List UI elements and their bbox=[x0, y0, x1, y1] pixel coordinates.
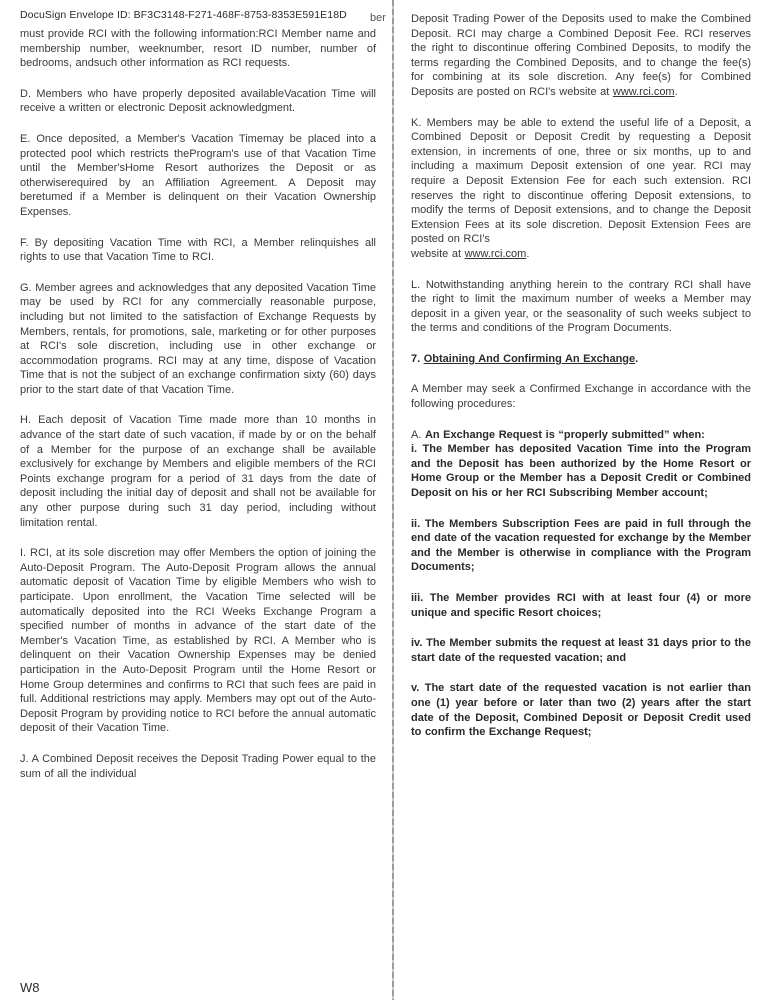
rci-website-link-2[interactable]: www.rci.com bbox=[464, 247, 527, 260]
paragraph-e: E. Once deposited, a Member's Vacation Timemay be placed into a protected pool which restricts theProgram's use of that Vacation Time until the Member'sHome Resort authorizes the Deposit or as otherwiserequired by an Affiliation Agreement. A Deposit may beretumed if a Member is delinquent on their Vacation Ownership Expenses. bbox=[20, 132, 376, 218]
paragraph-combined-deposit bbox=[411, 12, 751, 100]
section-heading bbox=[411, 352, 751, 367]
paragraph-g: G. Member agrees and acknowledges that any deposited Vacation Time may be used by RCI for any commercially reasonable purpose, including but not limited to the satisfaction of Exchange Requests by Members, rentals, for promotions, sale, marketing or for other purposes at RCI's sole discretion, including use in other exchange or accommodation programs. RCI may at any time, dispose of Vacation Time that is not the subject of an exchange confirmation sixty (60) days prior to the start date of that Vacation Time. bbox=[20, 281, 376, 396]
paragraph-d: D. Members who have properly deposited availableVacation Time will receive a written or electronic Deposit acknowledgment. bbox=[20, 87, 376, 115]
paragraph-i: I. RCI, at its sole discretion may offer Members the option of joining the Auto-Deposit Program. The Auto-Deposit Program allows the annual automatic deposit of Vacation Time by eligible Members who wish to participate. Upon enrollment, the Vacation Time selected will be automatically deposited into the RCI Weeks Exchange Program a specified number of months in advance of the start date of the Member's Vacation Time, as established by RCI. A Member who is delinquent on their Vacation Ownership Expenses may be denied participation in the Auto-Deposit Program until the Home Resort or Home Group determines and confirms to RCI that such fees are paid in full. Additional restrictions may apply. Members may opt out of the Auto-Deposit Program by providing notice to RCI before the annual automatic deposit of their Vacation Time. bbox=[20, 547, 376, 735]
rci-website-link[interactable]: www.rci.com bbox=[612, 85, 675, 98]
item-a bbox=[411, 428, 751, 443]
item-a-ii: ii. The Members Subscription Fees are paid in full through the end date of the vacation requested for exchange by the Member and the Member is otherwise in compliance with the Program Documents; bbox=[411, 517, 751, 574]
combined-deposit-text: Deposit Trading Power of the Deposits used to make the Combined Deposit. RCI may charge a Combined Deposit Fee. RCI reserves the right to discontinue offering Combined Deposits, to modify the terms regarding the Combined Deposits, and to change the fee(s) for combining at its sole discretion. Any fee(s) for Combined Deposits are posted on RCI's website at bbox=[411, 13, 751, 98]
paragraph-k-line2: website at bbox=[411, 247, 465, 260]
right-column bbox=[411, 12, 751, 740]
procedure-intro: A Member may seek a Confirmed Exchange in accordance with the following procedures: bbox=[411, 383, 751, 411]
paragraph-h: H. Each deposit of Vacation Time made more than 10 months in advance of the start date of such vacation, if made by or on the behalf of a Member for the purpose of an exchange shall be available exclusively for exchange by Members and eligible members of the RCI Points exchange program for a period of 31 days from the date of deposit including the initial day of deposit and shall not be available for any other purpose during such 31 day period, including without limitation rental. bbox=[20, 414, 376, 529]
paragraph-j: J. A Combined Deposit receives the Deposit Trading Power equal to the sum of all the individual bbox=[20, 752, 376, 780]
paragraph-k-text: K. Members may be able to extend the useful life of a Deposit, a Combined Deposit or Deposit Credit by requesting a Deposit extension, in increments of one, three or six months, up to and including a maximum Deposit extension of one year. RCI may require a Deposit Extension Fee for each such extension. RCI reserves the right to discontinue offering Deposit extensions, to modify the terms of Deposit extensions, and to change the Deposit Extension Fees at its sole discretion. Deposit Extension Fees are posted on RCI's bbox=[411, 116, 751, 246]
section-number: 7. bbox=[411, 352, 424, 365]
envelope-id: DocuSign Envelope ID: BF3C3148-F271-468F-8753-8353E591E18D bbox=[20, 9, 347, 21]
paragraph-k-end: . bbox=[526, 247, 530, 260]
page-number: W8 bbox=[20, 980, 40, 995]
combined-deposit-end: . bbox=[674, 85, 678, 98]
section-heading-end: . bbox=[635, 352, 639, 365]
paragraph-k bbox=[411, 116, 751, 262]
item-a-title: An Exchange Request is “properly submitted” when: bbox=[424, 428, 705, 441]
left-column bbox=[20, 27, 376, 781]
column-divider bbox=[392, 0, 394, 1000]
item-a-iii: iii. The Member provides RCI with at least four (4) or more unique and specific Resort choices; bbox=[411, 592, 751, 619]
section-title: Obtaining And Confirming An Exchange bbox=[423, 352, 636, 365]
item-a-label: A. bbox=[411, 428, 425, 441]
item-a-i: i. The Member has deposited Vacation Time into the Program and the Deposit has been authorized by the Home Resort or Home Group or the Member has a Deposit Credit or Combined Deposit on his or her RCI Subscribing Member account; bbox=[411, 443, 751, 500]
paragraph-continued: must provide RCI with the following information:RCI Member name and membership number, weeknumber, resort ID number, number of bedrooms, andsuch other information as RCI requests. bbox=[20, 28, 376, 70]
item-a-v: v. The start date of the requested vacation is not earlier than one (1) year before or later than two (2) years after the start date of the Deposit, Combined Deposit or Deposit Credit used to confirm the Exchange Request; bbox=[411, 682, 751, 739]
paragraph-f: F. By depositing Vacation Time with RCI, a Member relinquishes all rights to use that Vacation Time to RCI. bbox=[20, 236, 376, 264]
item-a-iv: iv. The Member submits the request at least 31 days prior to the start date of the requested vacation; and bbox=[411, 637, 751, 664]
paragraph-l: L. Notwithstanding anything herein to the contrary RCI shall have the right to limit the maximum number of weeks a Member may deposit in a given year, or the seasonality of such weeks subject to the terms and conditions of the Program Documents. bbox=[411, 278, 751, 335]
overlap-fragment: ber bbox=[370, 12, 386, 24]
